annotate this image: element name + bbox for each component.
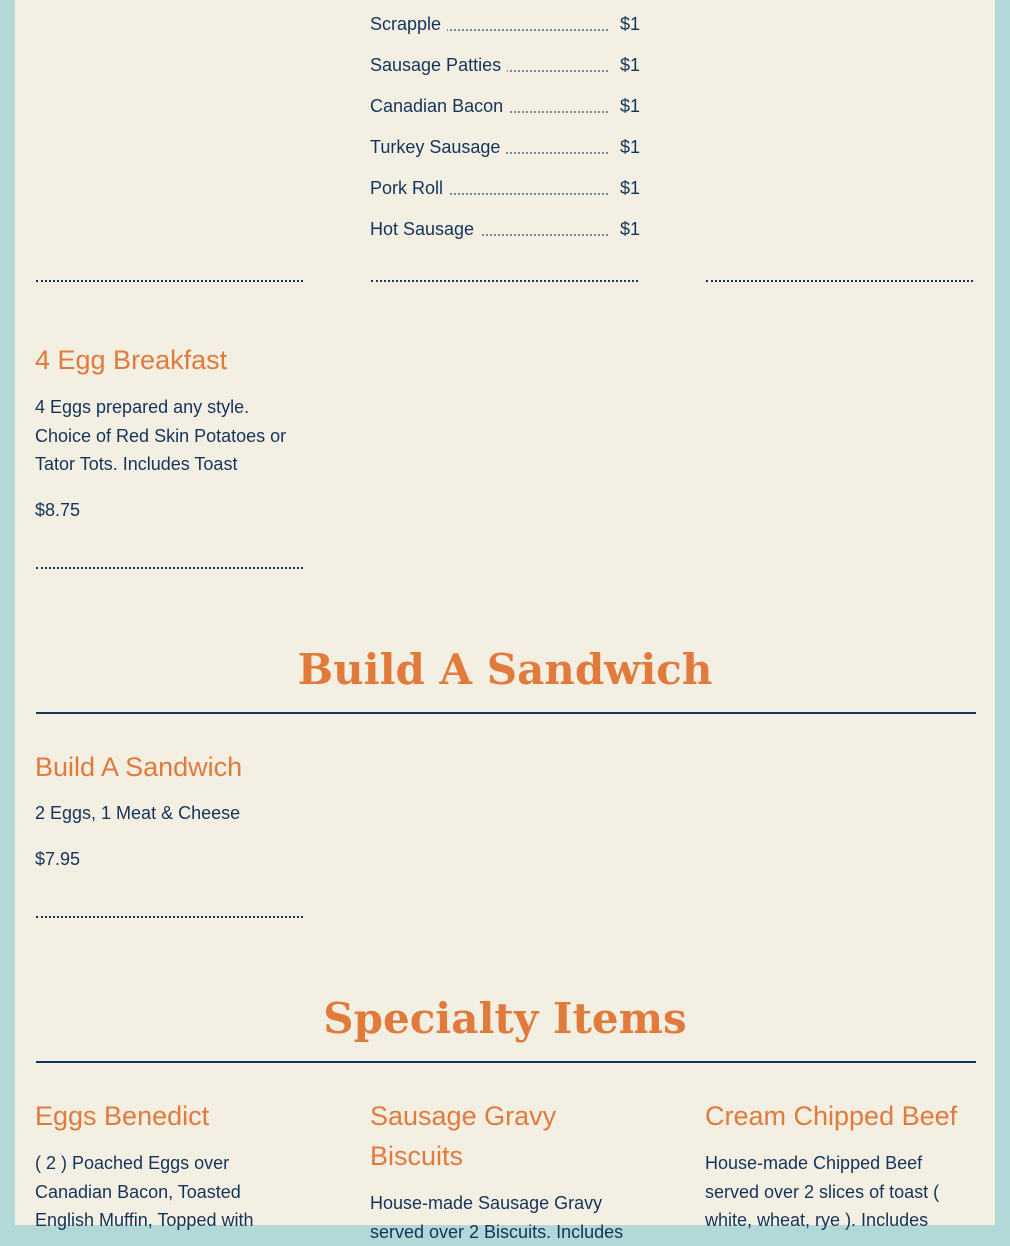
item-title: Cream Chipped Beef (705, 1096, 957, 1136)
side-item (370, 14, 640, 38)
item-price: $7.95 (35, 849, 80, 870)
desc-line: served over 2 slices of toast ( (705, 1178, 990, 1207)
menu-page (15, 0, 995, 1225)
desc-line: English Muffin, Topped with (35, 1206, 335, 1235)
item-price: $8.75 (35, 500, 80, 521)
column-divider (36, 280, 303, 282)
desc-line: House-made Sausage Gravy (370, 1189, 670, 1218)
section-heading-build-a-sandwich: Build A Sandwich (15, 645, 995, 694)
item-title (370, 1096, 670, 1176)
side-item-price: $1 (620, 96, 640, 117)
desc-line: Tator Tots. Includes Toast (35, 450, 325, 479)
section-rule (36, 712, 976, 714)
side-item-price: $1 (620, 55, 640, 76)
desc-line: Canadian Bacon, Toasted (35, 1178, 335, 1207)
item-description: 2 Eggs, 1 Meat & Cheese (35, 799, 240, 828)
side-item-name: Scrapple (370, 14, 447, 35)
desc-line: Choice of Red Skin Potatoes or (35, 422, 325, 451)
title-line: Biscuits (370, 1136, 670, 1176)
side-item (370, 55, 640, 79)
title-line: Sausage Gravy (370, 1096, 670, 1136)
item-description (705, 1149, 990, 1235)
side-item-price: $1 (620, 137, 640, 158)
side-item-name: Sausage Patties (370, 55, 507, 76)
side-item (370, 137, 640, 161)
side-item-name: Hot Sausage (370, 219, 480, 240)
item-divider (36, 567, 303, 569)
item-description (35, 393, 325, 479)
desc-line: served over 2 Biscuits. Includes (370, 1218, 670, 1246)
side-item (370, 178, 640, 202)
desc-line: 4 Eggs prepared any style. (35, 393, 325, 422)
section-rule (36, 1061, 976, 1063)
side-item (370, 219, 640, 243)
side-item-name: Canadian Bacon (370, 96, 509, 117)
desc-line: House-made Chipped Beef (705, 1149, 990, 1178)
side-item-price: $1 (620, 14, 640, 35)
side-item (370, 96, 640, 120)
side-item-name: Turkey Sausage (370, 137, 506, 158)
side-item-price: $1 (620, 178, 640, 199)
item-title: Build A Sandwich (35, 747, 242, 787)
side-item-price: $1 (620, 219, 640, 240)
item-description (35, 1149, 335, 1235)
side-item-name: Pork Roll (370, 178, 449, 199)
desc-line: ( 2 ) Poached Eggs over (35, 1149, 335, 1178)
column-divider (706, 280, 973, 282)
section-heading-specialty-items: Specialty Items (15, 994, 995, 1043)
item-title: 4 Egg Breakfast (35, 340, 227, 380)
item-title: Eggs Benedict (35, 1096, 209, 1136)
desc-line: white, wheat, rye ). Includes (705, 1206, 990, 1235)
item-description (370, 1189, 670, 1246)
column-divider (371, 280, 638, 282)
item-divider (36, 916, 303, 918)
